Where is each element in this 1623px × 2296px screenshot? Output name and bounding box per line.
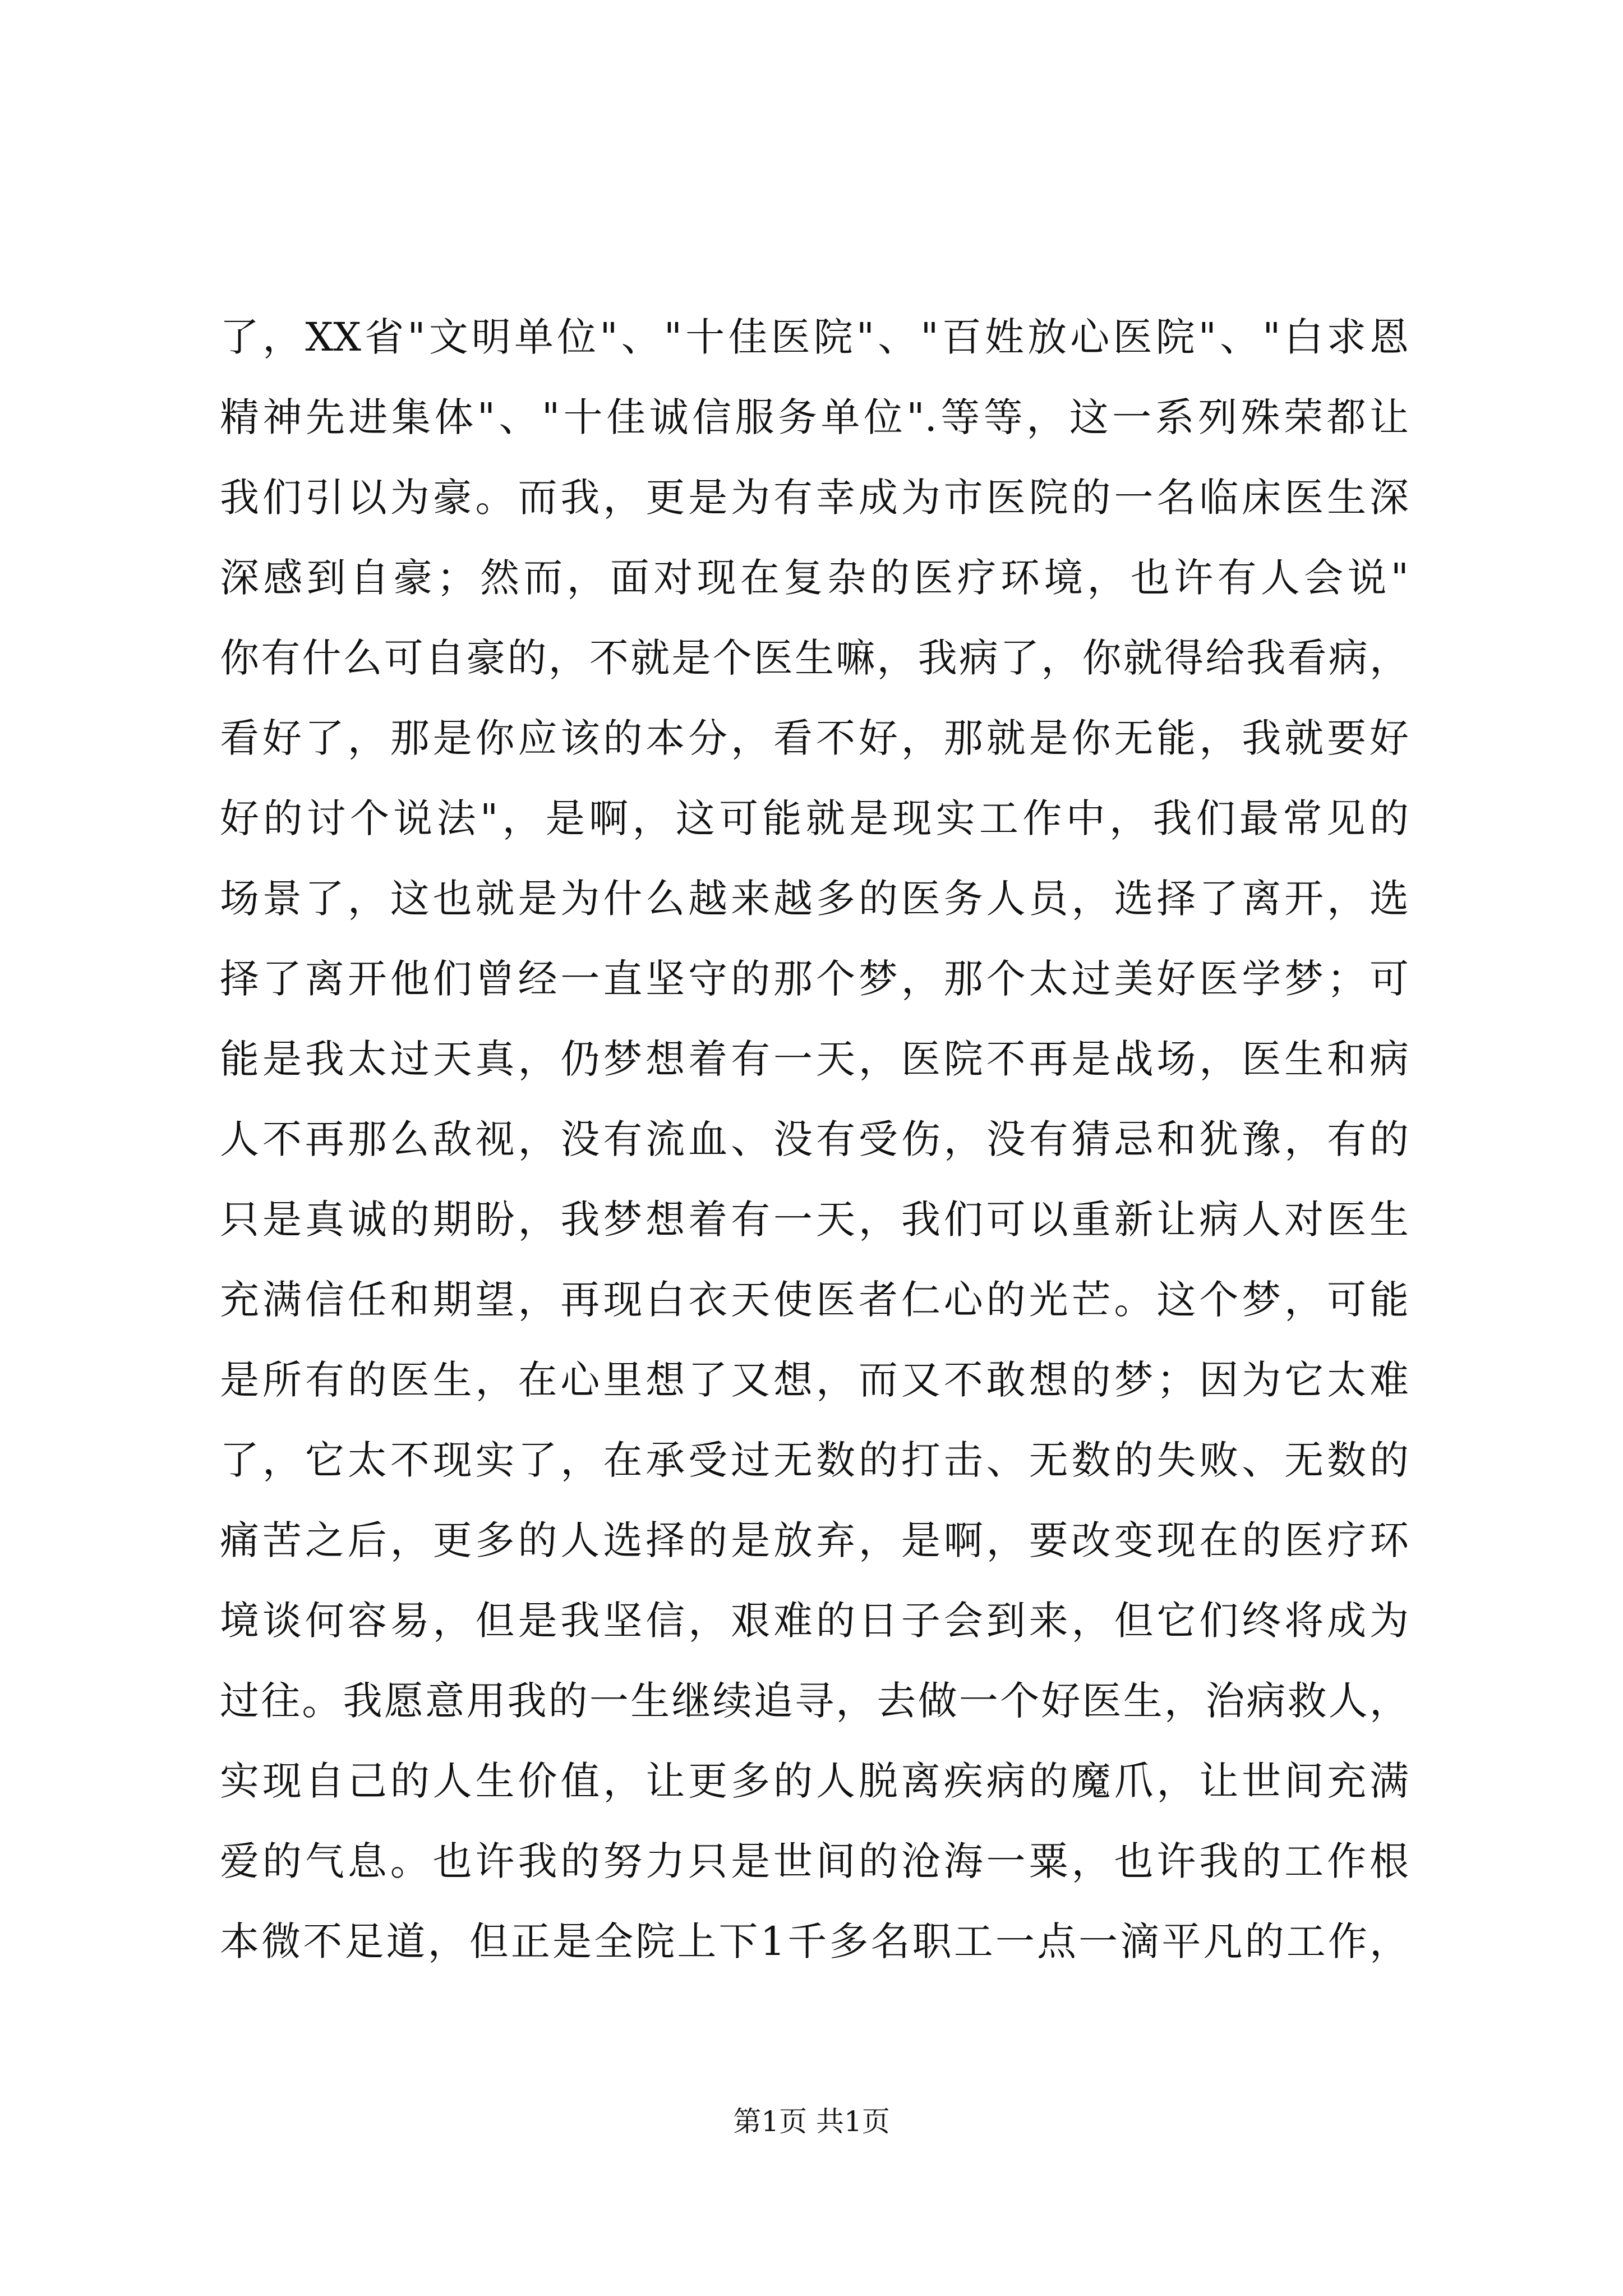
text-line: 痛苦之后，更多的人选择的是放弃，是啊，要改变现在的医疗环 bbox=[220, 1517, 1409, 1563]
text-line: 了，XX省"文明单位"、"十佳医院"、"百姓放心医院"、"白求恩 bbox=[220, 314, 1409, 360]
text-line: 了，它太不现实了，在承受过无数的打击、无数的失败、无数的 bbox=[220, 1437, 1409, 1483]
text-line: 实现自己的人生价值，让更多的人脱离疾病的魔爪，让世间充满 bbox=[220, 1758, 1409, 1804]
text-line: 精神先进集体"、"十佳诚信服务单位".等等，这一系列殊荣都让 bbox=[220, 394, 1409, 440]
text-line: 好的讨个说法"，是啊，这可能就是现实工作中，我们最常见的 bbox=[220, 795, 1409, 841]
text-line: 择了离开他们曾经一直坚守的那个梦，那个太过美好医学梦；可 bbox=[220, 956, 1409, 1002]
text-line: 爱的气息。也许我的努力只是世间的沧海一粟，也许我的工作根 bbox=[220, 1838, 1409, 1884]
text-line: 是所有的医生，在心里想了又想，而又不敢想的梦；因为它太难 bbox=[220, 1357, 1409, 1403]
text-line: 深感到自豪；然而，面对现在复杂的医疗环境，也许有人会说" bbox=[220, 555, 1409, 601]
body-text bbox=[220, 297, 1409, 1982]
text-line: 只是真诚的期盼，我梦想着有一天，我们可以重新让病人对医生 bbox=[220, 1197, 1409, 1243]
text-line: 过往。我愿意用我的一生继续追寻，去做一个好医生，治病救人， bbox=[220, 1678, 1409, 1724]
text-line: 人不再那么敌视，没有流血、没有受伤，没有猜忌和犹豫，有的 bbox=[220, 1116, 1409, 1162]
page-number-footer: 第1页 共1页 bbox=[733, 2105, 890, 2138]
text-line: 能是我太过天真，仍梦想着有一天，医院不再是战场，医生和病 bbox=[220, 1036, 1409, 1082]
text-line: 我们引以为豪。而我，更是为有幸成为市医院的一名临床医生深 bbox=[220, 475, 1409, 521]
text-line: 你有什么可自豪的，不就是个医生嘛，我病了，你就得给我看病， bbox=[220, 635, 1409, 681]
text-line: 本微不足道，但正是全院上下1千多名职工一点一滴平凡的工作， bbox=[220, 1918, 1409, 1964]
text-line: 场景了，这也就是为什么越来越多的医务人员，选择了离开，选 bbox=[220, 876, 1409, 922]
text-line: 看好了，那是你应该的本分，看不好，那就是你无能，我就要好 bbox=[220, 715, 1409, 761]
text-line: 境谈何容易，但是我坚信，艰难的日子会到来，但它们终将成为 bbox=[220, 1598, 1409, 1644]
text-line: 充满信任和期望，再现白衣天使医者仁心的光芒。这个梦，可能 bbox=[220, 1277, 1409, 1323]
